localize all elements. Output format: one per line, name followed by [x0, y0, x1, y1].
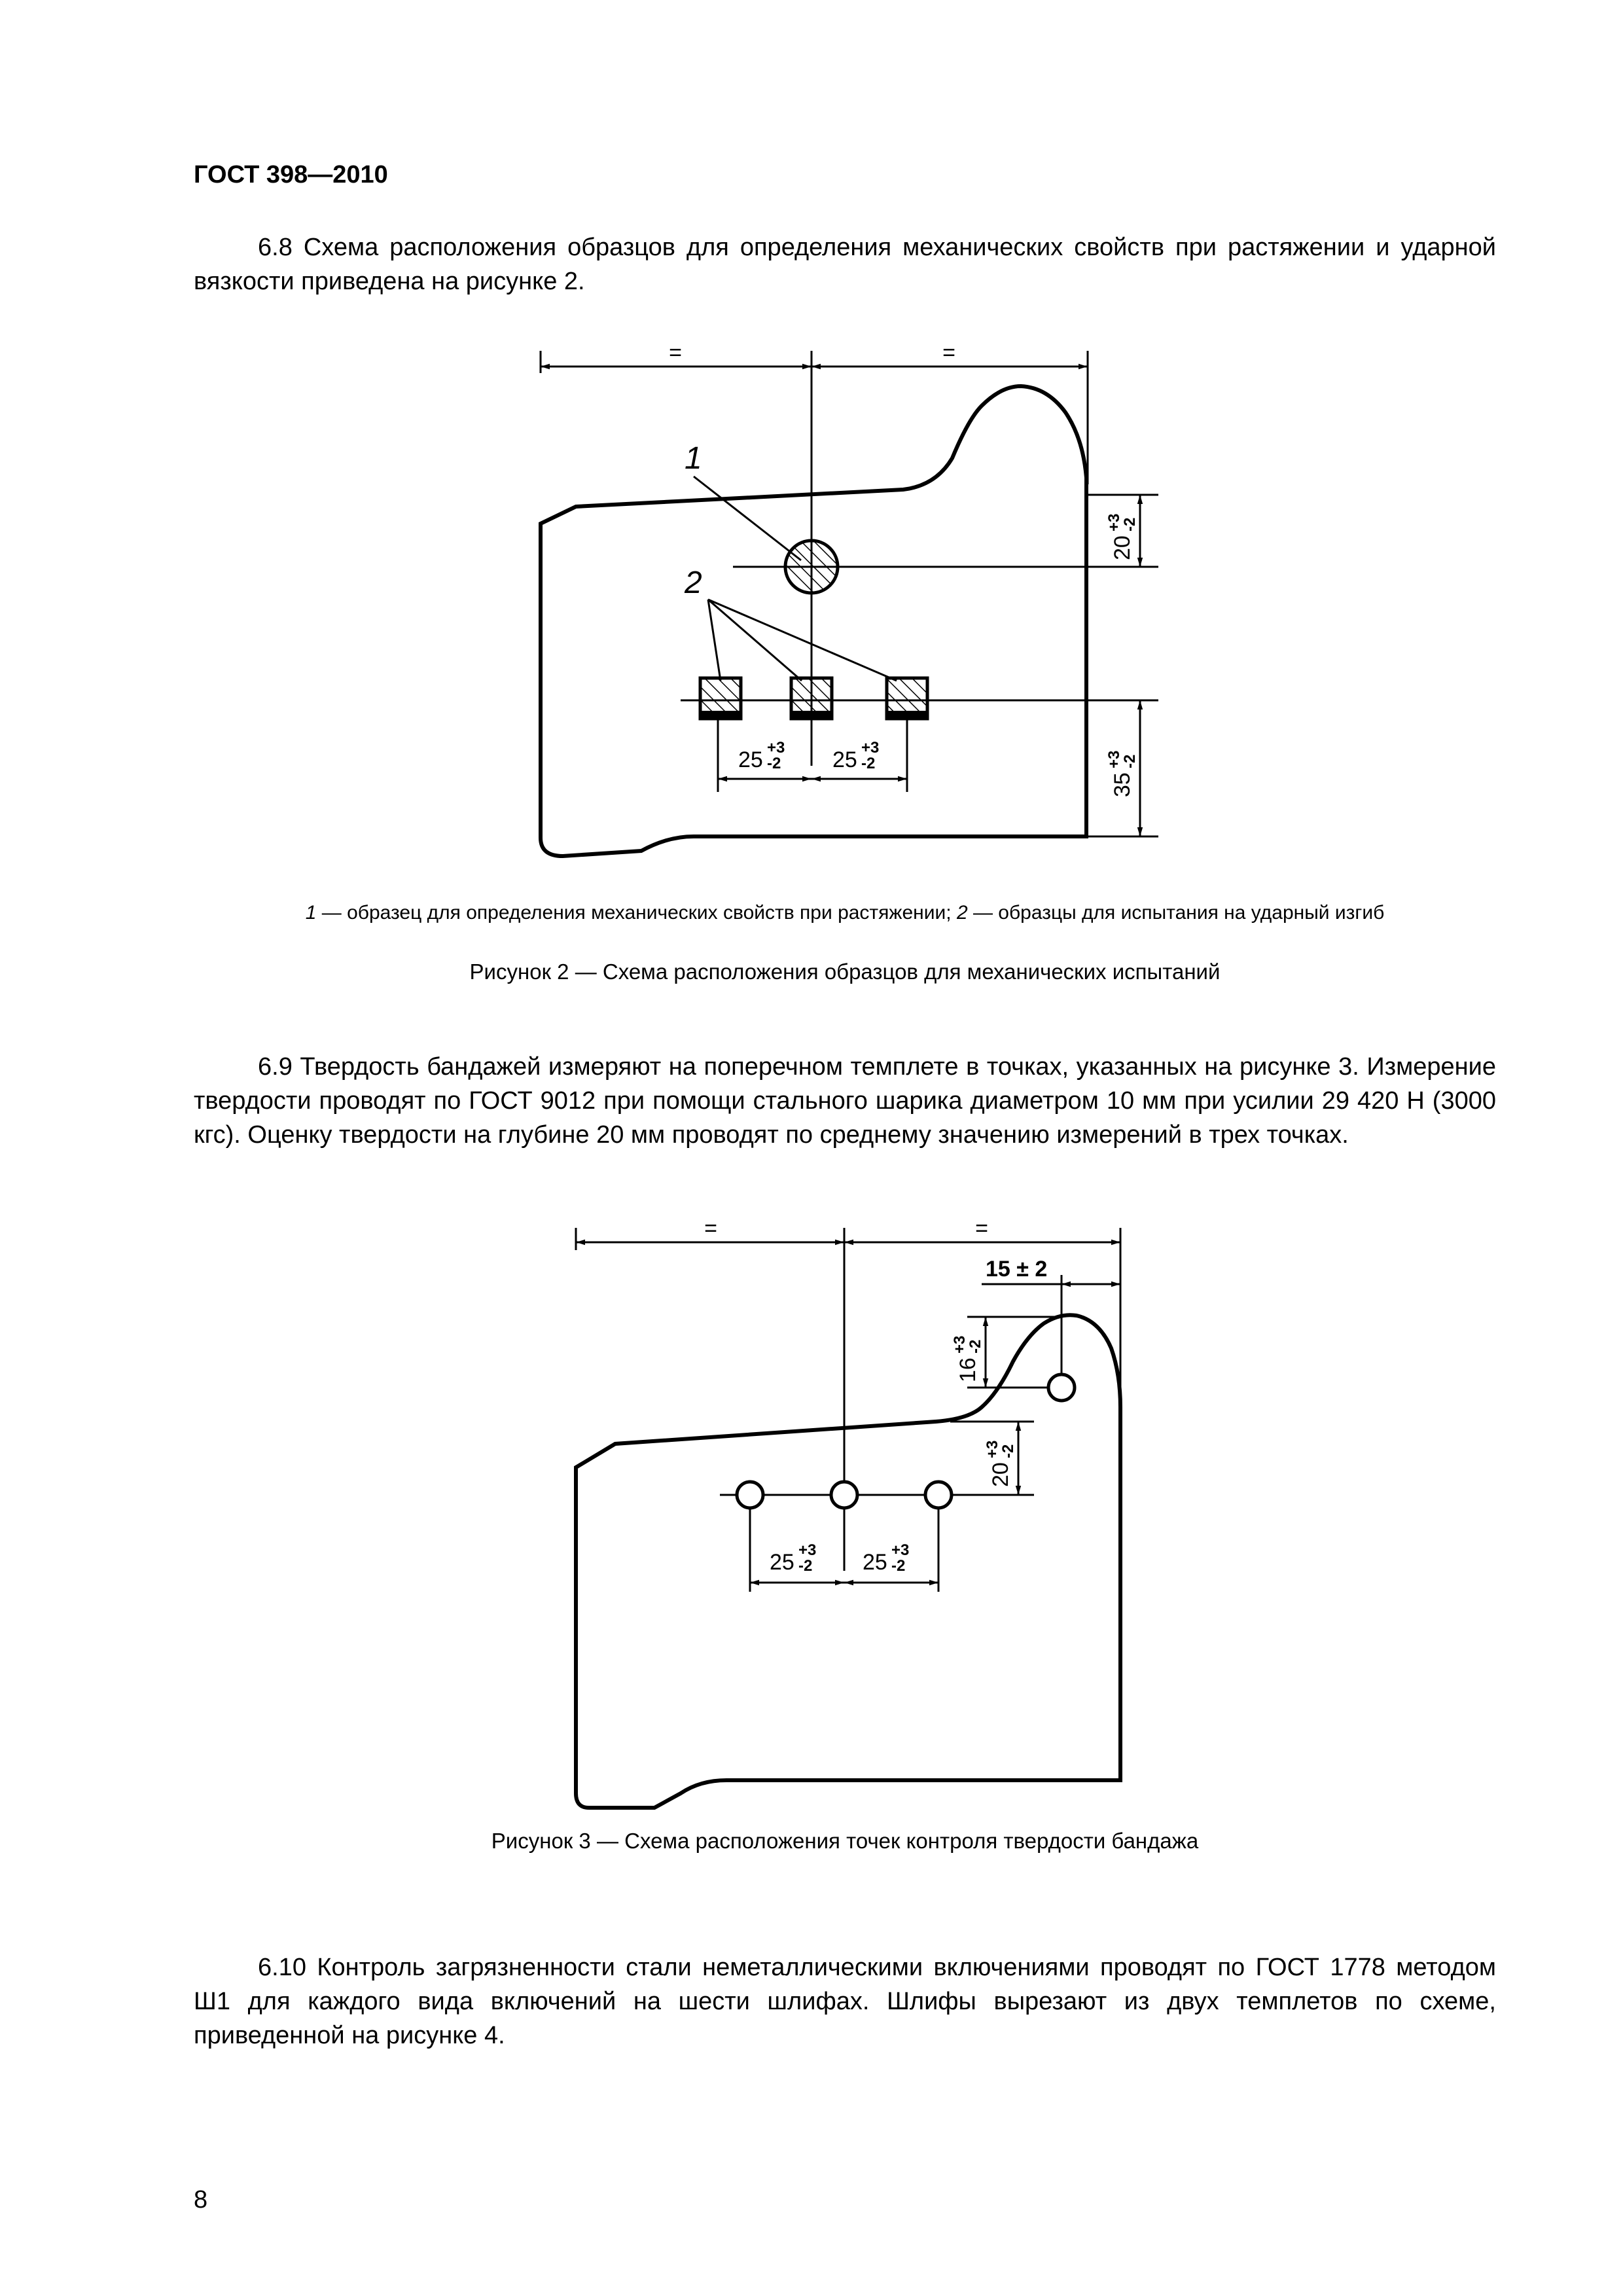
- tol-plus: +3: [984, 1440, 1001, 1458]
- tol-plus: +3: [951, 1335, 969, 1354]
- dim-label-20-group: [984, 1441, 1017, 1487]
- hardness-point-2: [831, 1482, 857, 1508]
- equal-mark-left: =: [669, 340, 682, 365]
- page-number: 8: [194, 2186, 208, 2214]
- dim-label-25a: 25: [738, 747, 763, 772]
- tyre-profile-outline: [576, 1315, 1120, 1808]
- tol-minus: -2: [1121, 517, 1139, 531]
- callout-label-1: 1: [685, 441, 702, 476]
- tol-plus: +3: [861, 739, 880, 757]
- tol-plus: +3: [891, 1541, 910, 1559]
- tol-minus: -2: [861, 755, 876, 772]
- dim-label-25a: 25: [770, 1550, 794, 1575]
- hardness-point-1: [737, 1482, 763, 1508]
- document-header: ГОСТ 398—2010: [194, 161, 388, 188]
- hardness-point-3: [925, 1482, 952, 1508]
- figure-2-caption: Рисунок 2 — Схема расположения образцов для механических испытаний: [469, 960, 1221, 984]
- tol-minus: -2: [999, 1444, 1017, 1458]
- equal-mark-left: =: [704, 1216, 717, 1241]
- dim-label-25b: 25: [832, 747, 857, 772]
- paragraph-number: 6.10: [258, 1954, 306, 1981]
- dim-label-20: 20: [1110, 535, 1135, 560]
- paragraph-text: Твердость бандажей измеряют на поперечном темплете в точках, указанных на рисунке 3. Измерение твердости проводят по ГОСТ 9012 при помощи стального шарика диаметром 10 мм при усилии 29 420 Н (3000 кгс). Оценку твердости на глубине 20 мм проводят по среднему значению измерений в трех точках.: [194, 1053, 1496, 1149]
- paragraph-number: 6.8: [258, 234, 293, 261]
- dim-label-20: 20: [988, 1462, 1013, 1487]
- dim-label-16: 16: [955, 1357, 980, 1382]
- tol-minus: -2: [967, 1339, 984, 1354]
- paragraph-text: Схема расположения образцов для определения механических свойств при растяжении и ударной вязкости приведена на рисунке 2.: [194, 234, 1496, 295]
- dim-label-16-group: [951, 1336, 984, 1382]
- legend-key-2: 2: [956, 902, 968, 924]
- paragraph-6-10: [194, 1950, 1496, 2053]
- paragraph-number: 6.9: [258, 1053, 293, 1081]
- dim-label-35: 35: [1110, 772, 1135, 797]
- dim-label-25b: 25: [863, 1550, 887, 1575]
- legend-key-1: 1: [305, 902, 317, 924]
- tol-plus: +3: [1105, 513, 1123, 531]
- hardness-point-flange: [1048, 1374, 1075, 1401]
- tol-minus: -2: [767, 755, 781, 772]
- equal-mark-right: =: [942, 340, 955, 365]
- callout-label-2: 2: [685, 565, 702, 600]
- tol-minus: -2: [1121, 754, 1139, 768]
- tol-plus: +3: [1105, 750, 1123, 768]
- equal-mark-right: =: [975, 1216, 988, 1241]
- legend-text-1: — образец для определения механических свойств при растяжении;: [316, 902, 957, 924]
- paragraph-text: Контроль загрязненности стали неметаллическими включениями проводят по ГОСТ 1778 методом Ш1 для каждого вида включений на шести шлифах. Шлифы вырезают из двух темплетов по схеме, приведенной на рисунке 4.: [194, 1954, 1496, 2049]
- tol-plus: +3: [798, 1541, 817, 1559]
- tol-minus: -2: [798, 1557, 813, 1575]
- legend-text-2: — образцы для испытания на ударный изгиб: [967, 902, 1385, 924]
- tol-plus: +3: [767, 739, 785, 757]
- figure-3-caption: Рисунок 3 — Схема расположения точек контроля твердости бандажа: [491, 1829, 1199, 1853]
- dim-label-15: 15 ± 2: [986, 1257, 1048, 1282]
- tol-minus: -2: [891, 1557, 906, 1575]
